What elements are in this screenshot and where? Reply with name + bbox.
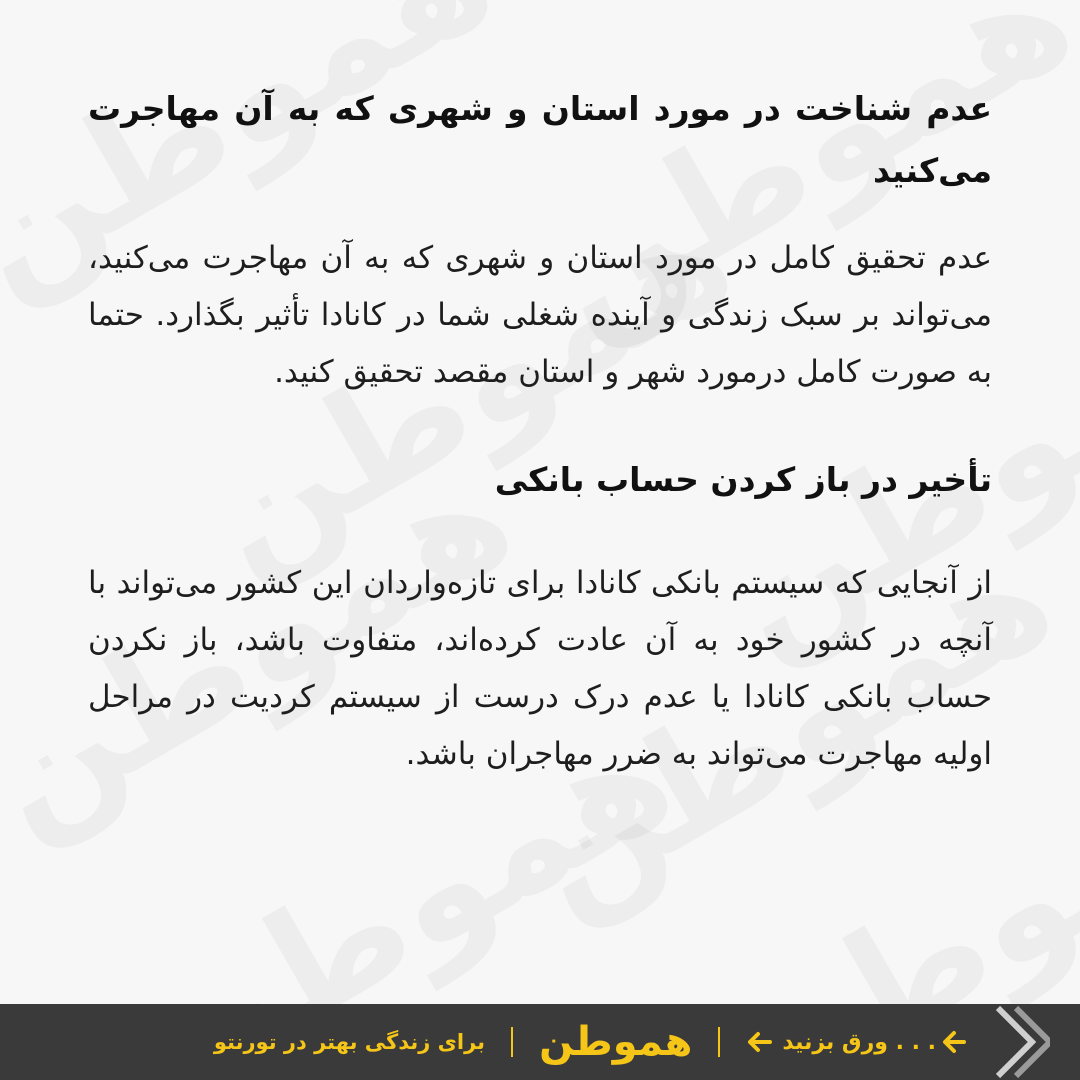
next-page-button[interactable]: [746, 1030, 936, 1055]
section-heading: تأخیر در باز کردن حساب بانکی: [494, 460, 992, 499]
article-content: [88, 78, 992, 783]
arrow-left-icon: [746, 1030, 774, 1054]
arrow-left-icon: [945, 1033, 964, 1051]
divider: [718, 1027, 720, 1057]
brand-logo: هموطن: [539, 1019, 693, 1065]
footer-bar: [0, 1004, 1080, 1080]
section-heading: عدم شناخت در مورد استان و شهری که به آن مهاجرت می‌کنید: [88, 89, 992, 190]
double-chevron-icon[interactable]: [920, 1004, 1050, 1080]
section-paragraph: از آنجایی که سیستم بانکی کانادا برای تازه‌واردان این کشور می‌تواند با آنچه در کشور خود به آن عادت کرده‌اند، متفاوت باشد، باز نکردن حساب بانکی کانادا یا عدم درک درست از سیستم کردیت در مراحل اولیه مهاجرت می‌تواند به ضرر مهاجران باشد.: [88, 565, 992, 772]
section-paragraph: عدم تحقیق کامل در مورد استان و شهری که به آن مهاجرت می‌کنید، می‌تواند بر سبک زندگی و آینده شغلی شما در کانادا تأثیر بگذارد. حتما به صورت کامل درمورد شهر و استان مقصد تحقیق کنید.: [88, 240, 992, 390]
brand-tagline: برای زندگی بهتر در تورنتو: [213, 1030, 486, 1054]
next-page-label: . . . ورق بزنید: [782, 1029, 936, 1055]
divider: [511, 1027, 513, 1057]
